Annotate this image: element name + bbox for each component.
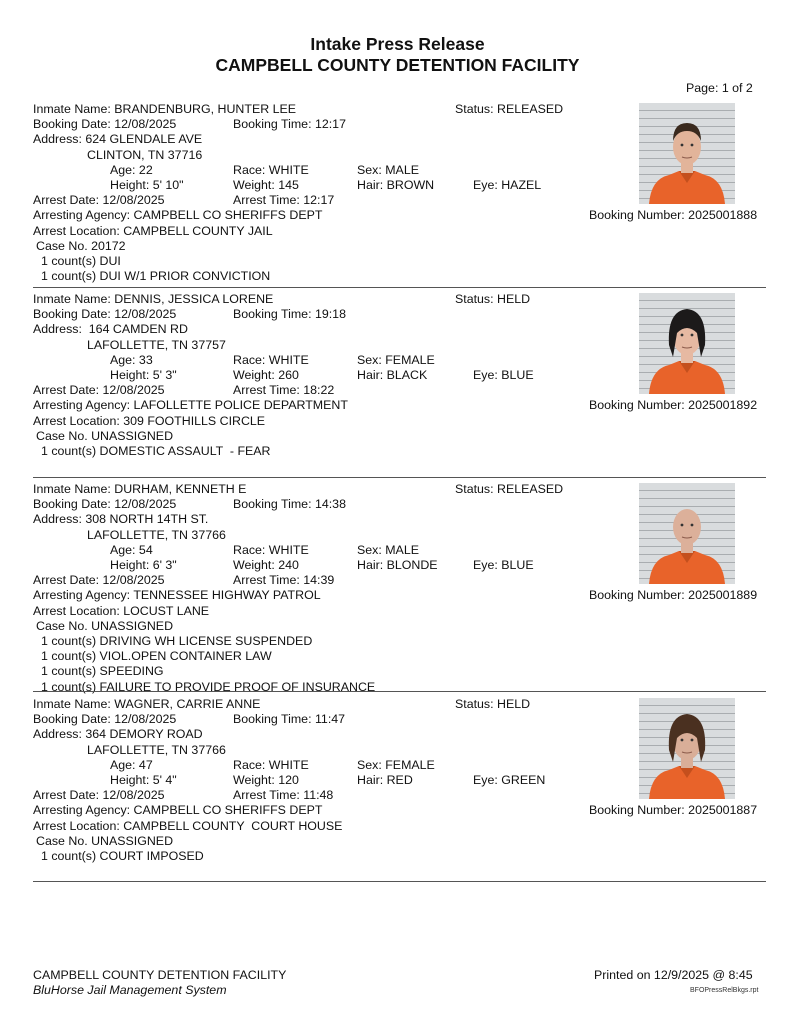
inmate-record — [33, 697, 766, 877]
facility-title: CAMPBELL COUNTY DETENTION FACILITY — [215, 55, 580, 75]
inmate-name: Inmate Name: DENNIS, JESSICA LORENE — [33, 292, 274, 306]
case-number: Case No. UNASSIGNED — [36, 618, 174, 633]
age: Age: 33 — [110, 352, 153, 367]
booking-time: Booking Time: 19:18 — [233, 307, 346, 322]
hair: Hair: BLACK — [357, 368, 428, 382]
arresting-agency: Arresting Agency: TENNESSEE HIGHWAY PATROL — [33, 588, 321, 603]
booking-time: Booking Time: 11:47 — [233, 712, 346, 727]
address-line-2: CLINTON, TN 37716 — [87, 147, 203, 162]
address-line-1: Address: 308 NORTH 14TH ST. — [33, 512, 209, 527]
age: Age: 47 — [110, 757, 153, 772]
charge-line: 1 count(s) VIOL.OPEN CONTAINER LAW — [41, 649, 272, 664]
inmate-name: Inmate Name: DURHAM, KENNETH E — [33, 482, 247, 496]
sex: Sex: FEMALE — [357, 757, 435, 772]
arresting-agency: Arresting Agency: CAMPBELL CO SHERIFFS DEPT — [33, 208, 323, 223]
weight: Weight: 260 — [233, 368, 299, 382]
inmate-record — [33, 482, 766, 694]
booking-number: Booking Number: 2025001887 — [589, 803, 758, 818]
height: Height: 5' 4" — [110, 773, 177, 787]
booking-number: Booking Number: 2025001892 — [589, 398, 758, 413]
booking-time: Booking Time: 14:38 — [233, 497, 346, 512]
charge-line: 1 count(s) COURT IMPOSED — [41, 849, 204, 863]
inmate-record — [33, 292, 766, 472]
sex: Sex: MALE — [357, 542, 419, 557]
inmate-status: Status: RELEASED — [455, 102, 564, 116]
arrest-date: Arrest Date: 12/08/2025 — [33, 193, 165, 208]
eye: Eye: BLUE — [473, 558, 534, 572]
record-divider — [33, 691, 766, 692]
arrest-location: Arrest Location: CAMPBELL COUNTY JAIL — [33, 223, 273, 238]
race: Race: WHITE — [233, 542, 309, 557]
booking-date: Booking Date: 12/08/2025 — [33, 497, 177, 512]
arrest-date: Arrest Date: 12/08/2025 — [33, 573, 165, 588]
race: Race: WHITE — [233, 757, 309, 772]
arrest-time: Arrest Time: 12:17 — [233, 193, 335, 208]
weight: Weight: 240 — [233, 558, 299, 572]
charge-line: 1 count(s) FAILURE TO PROVIDE PROOF OF INSURANCE — [41, 679, 376, 694]
case-number: Case No. UNASSIGNED — [36, 428, 174, 443]
hair: Hair: BROWN — [357, 178, 435, 192]
footer-report-id: BFOPressRelBkgs.rpt — [690, 987, 759, 994]
arrest-date: Arrest Date: 12/08/2025 — [33, 788, 165, 803]
address-line-2: LAFOLLETTE, TN 37766 — [87, 742, 226, 757]
eye: Eye: BLUE — [473, 368, 534, 382]
mugshot-photo — [639, 698, 735, 799]
inmate-record — [33, 102, 766, 282]
arrest-location: Arrest Location: LOCUST LANE — [33, 603, 210, 618]
race: Race: WHITE — [233, 352, 309, 367]
hair: Hair: RED — [357, 773, 413, 787]
charge-line: 1 count(s) DUI — [41, 254, 121, 268]
eye: Eye: GREEN — [473, 773, 546, 787]
age: Age: 22 — [110, 162, 153, 177]
case-number: Case No. UNASSIGNED — [36, 833, 174, 848]
booking-number: Booking Number: 2025001888 — [589, 208, 758, 223]
mugshot-photo — [639, 293, 735, 394]
inmate-name: Inmate Name: BRANDENBURG, HUNTER LEE — [33, 102, 297, 116]
race: Race: WHITE — [233, 162, 309, 177]
footer-facility: CAMPBELL COUNTY DETENTION FACILITY — [33, 968, 287, 982]
report-title: Intake Press Release — [310, 34, 485, 54]
sex: Sex: FEMALE — [357, 352, 435, 367]
footer-system: BluHorse Jail Management System — [33, 983, 227, 997]
address-line-1: Address: 364 DEMORY ROAD — [33, 727, 203, 742]
address-line-2: LAFOLLETTE, TN 37766 — [87, 527, 226, 542]
record-divider — [33, 287, 766, 288]
height: Height: 5' 10" — [110, 178, 184, 192]
weight: Weight: 120 — [233, 773, 299, 787]
arrest-location: Arrest Location: 309 FOOTHILLS CIRCLE — [33, 413, 266, 428]
inmate-status: Status: RELEASED — [455, 482, 564, 496]
address-line-2: LAFOLLETTE, TN 37757 — [87, 337, 226, 352]
mugshot-photo — [639, 483, 735, 584]
footer-printed: Printed on 12/9/2025 @ 8:45 — [594, 968, 753, 982]
age: Age: 54 — [110, 542, 153, 557]
arrest-time: Arrest Time: 14:39 — [233, 573, 335, 588]
case-number: Case No. 20172 — [36, 238, 126, 253]
weight: Weight: 145 — [233, 178, 299, 192]
arrest-time: Arrest Time: 18:22 — [233, 383, 335, 398]
charge-line: 1 count(s) DRIVING WH LICENSE SUSPENDED — [41, 634, 313, 648]
address-line-1: Address: 624 GLENDALE AVE — [33, 132, 203, 147]
booking-number: Booking Number: 2025001889 — [589, 588, 758, 603]
arrest-time: Arrest Time: 11:48 — [233, 788, 334, 803]
mugshot-photo — [639, 103, 735, 204]
booking-time: Booking Time: 12:17 — [233, 117, 346, 132]
eye: Eye: HAZEL — [473, 178, 542, 192]
charge-line: 1 count(s) DUI W/1 PRIOR CONVICTION — [41, 269, 271, 284]
record-divider — [33, 881, 766, 882]
charge-line: 1 count(s) DOMESTIC ASSAULT - FEAR — [41, 444, 271, 458]
arrest-date: Arrest Date: 12/08/2025 — [33, 383, 165, 398]
booking-date: Booking Date: 12/08/2025 — [33, 117, 177, 132]
arresting-agency: Arresting Agency: LAFOLLETTE POLICE DEPARTMENT — [33, 398, 348, 413]
address-line-1: Address: 164 CAMDEN RD — [33, 322, 188, 337]
hair: Hair: BLONDE — [357, 558, 438, 572]
height: Height: 5' 3" — [110, 368, 177, 382]
charge-line: 1 count(s) SPEEDING — [41, 664, 164, 679]
record-divider — [33, 477, 766, 478]
height: Height: 6' 3" — [110, 558, 177, 572]
arrest-location: Arrest Location: CAMPBELL COUNTY COURT HOUSE — [33, 818, 343, 833]
page-number: Page: 1 of 2 — [686, 81, 753, 95]
inmate-name: Inmate Name: WAGNER, CARRIE ANNE — [33, 697, 261, 711]
inmate-status: Status: HELD — [455, 292, 531, 306]
booking-date: Booking Date: 12/08/2025 — [33, 307, 177, 322]
booking-date: Booking Date: 12/08/2025 — [33, 712, 177, 727]
sex: Sex: MALE — [357, 162, 419, 177]
arresting-agency: Arresting Agency: CAMPBELL CO SHERIFFS DEPT — [33, 803, 323, 818]
inmate-status: Status: HELD — [455, 697, 531, 711]
